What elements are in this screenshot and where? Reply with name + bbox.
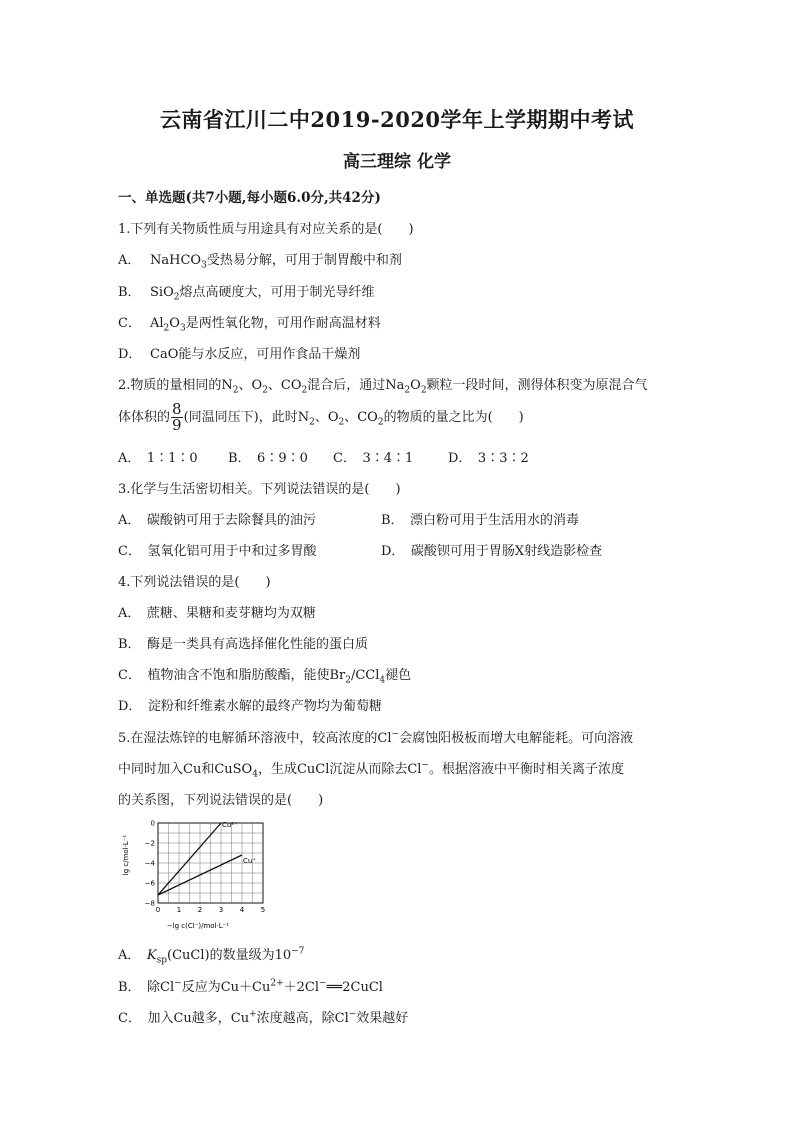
x-tick-label: 5 [260, 906, 266, 914]
q3-option-c: C． 氢氧化铝可用于中和过多胃酸 [118, 544, 317, 559]
q5-option-c: C． 加入Cu越多，Cu+浓度越高，除Cl−效果越好 [118, 1009, 409, 1026]
y-tick-label: 0 [150, 819, 155, 828]
q3-stem: 3.化学与生活密切相关。下列说法错误的是( ) [118, 482, 401, 497]
q4-option-c: C． 植物油含不饱和脂肪酸酯，能使$Br_2/CCl_4$褪色 [118, 668, 412, 686]
q1-option-c: C． $Al_2O_3$是两性氧化物，可用作耐高温材料 [118, 316, 381, 334]
chart-y-label: lg c/mol·L⁻¹ [122, 834, 130, 876]
q2-option-b: B． 6∶9∶0 [228, 451, 308, 466]
series-label: Cu⁺ [243, 857, 257, 865]
section-heading: 一、单选题(共7小题,每小题6.0分,共42分) [118, 190, 381, 206]
chart-x-label: −lg c(Cl⁻)/mol·L⁻¹ [166, 922, 230, 930]
q1-option-d: D． CaO能与水反应，可用作食品干燥剂 [118, 347, 361, 362]
q2-stem-line2: 体体积的 $\frac{8}{9}$ (同温同压下)，此时$N_2$、$O_2$、$CO_2$的物质的量之比为( ) [118, 400, 524, 434]
x-tick-label: 1 [176, 906, 182, 914]
q2-option-d: D． 3∶3∶2 [448, 451, 529, 466]
q5-option-a: A． $K_{sp}(CuCl)$的数量级为$10^{-7}$ [118, 946, 305, 966]
q1-stem: 1.下列有关物质性质与用途具有对应关系的是( ) [118, 222, 414, 237]
fraction: $\frac{8}{9}$ [172, 400, 182, 434]
q5-option-b: B． 除Cl−反应为$Cu+Cu^{2+}+2Cl^-══2CuCl$ [118, 978, 383, 995]
chart-series [158, 821, 256, 895]
q3-option-a: A． 碳酸钠可用于去除餐具的油污 [118, 513, 316, 528]
q2-option-a: A． 1∶1∶0 [118, 451, 198, 466]
q4-option-b: B． 酶是一类具有高选择催化性能的蛋白质 [118, 637, 369, 652]
x-tick-label: 2 [197, 906, 203, 914]
q2-option-c: C． 3∶4∶1 [333, 451, 414, 466]
q4-option-a: A． 蔗糖、果糖和麦芽糖均为双糖 [118, 606, 316, 621]
ion-concentration-chart [118, 815, 278, 935]
x-tick-label: 4 [239, 906, 245, 914]
q3-option-d: D． 碳酸钡可用于胃肠X射线造影检查 [381, 544, 603, 559]
x-tick-label: 3 [218, 906, 224, 914]
page-subtitle: 高三理综 化学 [343, 152, 451, 172]
y-tick-label: −8 [144, 899, 155, 908]
chart-ticks [145, 820, 266, 915]
q1-option-a: A． NaHCO$_3$受热易分解，可用于制胃酸中和剂 [118, 253, 402, 271]
q4-stem: 4.下列说法错误的是( ) [118, 575, 271, 590]
page-title: 云南省江川二中2019-2020学年上学期期中考试 [159, 107, 635, 132]
q2-stem-line1: 2.物质的量相同的$N_2$、$O_2$、$CO_2$混合后，通过$Na_2O_2$颗粒一段时间，测得体积变为原混合气 [118, 378, 648, 396]
x-tick-label: 0 [155, 906, 161, 914]
q1-option-b: B． SiO$_2$熔点高硬度大，可用于制光导纤维 [118, 285, 375, 303]
q5-stem-line2: 中同时加入Cu和CuSO$_4$，生成CuCl沉淀从而除去Cl−。根据溶液中平衡时相关离子浓度 [118, 760, 625, 780]
q5-stem-line1: 5.在湿法炼锌的电解循环溶液中，较高浓度的Cl−会腐蚀阳极板而增大电解能耗。可向溶液 [118, 729, 634, 746]
y-tick-label: −4 [144, 859, 155, 868]
series-label: Cu²⁺ [222, 821, 238, 829]
q5-stem-line3: 的关系图，下列说法错误的是( ) [118, 793, 324, 808]
y-tick-label: −6 [144, 879, 155, 888]
q4-option-d: D． 淀粉和纤维素水解的最终产物均为葡萄糖 [118, 699, 382, 714]
y-tick-label: −2 [144, 839, 155, 848]
q3-option-b: B． 漂白粉可用于生活用水的消毒 [381, 513, 580, 528]
